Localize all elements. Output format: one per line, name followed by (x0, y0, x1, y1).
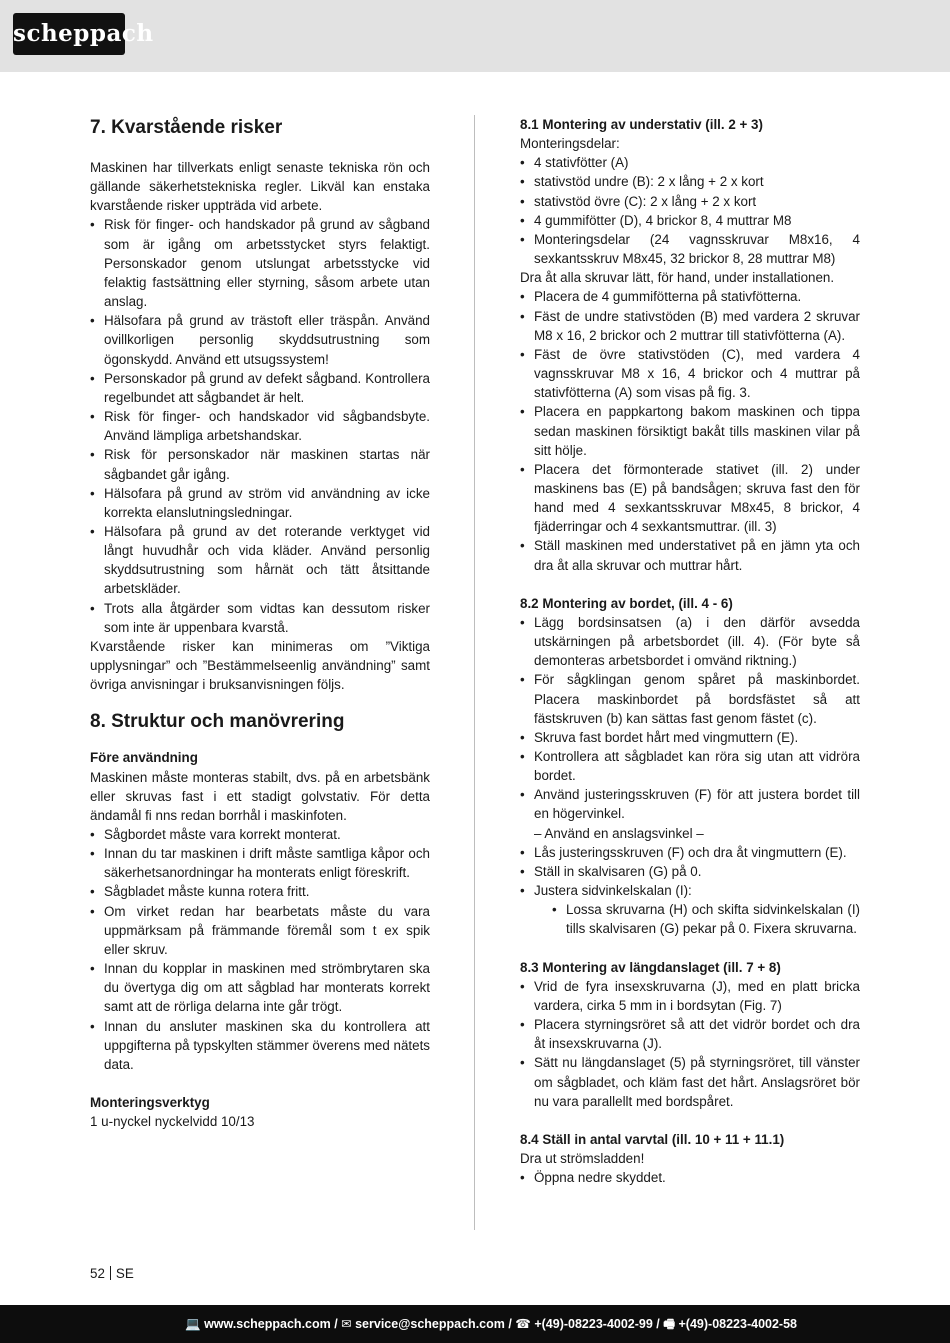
section-8-title: 8. Struktur och manövrering (90, 711, 345, 733)
list-item: • Lägg bordsinsatsen (a) i den därför avsedda utskärningen på arbetsbordet (ill. 4). (För byte så demonteras arbetsbordet i omvänd riktning.) (520, 613, 860, 670)
list-item: • För sågklingan genom spåret på maskinbordet. Placera maskinbordet på bordsfästet så att fästskruven (b) kan sättas fast genom fästet (c). (520, 670, 860, 727)
stand-steps-list (520, 287, 860, 574)
section-7-risk-list (90, 215, 430, 636)
right-column (520, 115, 860, 1187)
list-item: • Lossa skruvarna (H) och skifta sidvinkelskalan (I) tills skalvisaren (G) pekar på 0. Fixera skruvarna. (552, 900, 860, 938)
list-item: • Placera styrningsröret så att det vidrör bordet och dra åt insexskruvarna (J). (520, 1015, 860, 1053)
before-use-list (90, 825, 430, 1074)
list-item: • Personskador på grund av defekt sågband. Kontrollera regelbundet att sågbandet är helt. (90, 369, 430, 407)
list-item: • Risk för finger- och handskador vid sågbandsbyte. Använd lämpliga arbetshandskar. (90, 407, 430, 445)
scheppach-logo: scheppach (13, 13, 125, 55)
section-8-3-title: 8.3 Montering av längdanslaget (ill. 7 + 8) (520, 959, 781, 975)
list-item: • Trots alla åtgärder som vidtas kan dessutom risker som inte är uppenbara kvarstå. (90, 599, 430, 637)
list-item: • Öppna nedre skyddet. (520, 1168, 860, 1187)
tools-heading: Monteringsverktyg (90, 1095, 210, 1111)
list-item: • Sågbordet måste vara korrekt monterat. (90, 825, 430, 844)
list-item: • Innan du ansluter maskinen ska du kontrollera att uppgifterna på typskylten stämmer överens med nätets data. (90, 1017, 430, 1074)
tighten-note: Dra åt alla skruvar lätt, för hand, under installationen. (520, 270, 835, 286)
list-item: • 4 gummifötter (D), 4 brickor 8, 4 muttrar M8 (520, 211, 860, 230)
list-item: • Fäst de övre stativstöden (C), med vardera 4 vagnsskruvar M8 x 16, 4 brickor och 4 muttrar på stativfötterna (A) som visas på fig. 3. (520, 345, 860, 402)
list-item: • Hälsofara på grund av trästoft eller träspån. Använd ovillkorligen personlig skyddsutrustning som ögonskydd. Använd ett utsugssystem! (90, 311, 430, 368)
list-item: • Justera sidvinkelskalan (I): (520, 881, 860, 900)
section-8-1-title: 8.1 Montering av understativ (ill. 2 + 3) (520, 117, 763, 132)
list-item: • Skruva fast bordet hårt med vingmuttern (E). (520, 728, 860, 747)
section-8-intro: Maskinen måste monteras stabilt, dvs. på en arbetsbänk eller skruvas fast i ett stadigt golvstativ. För detta ändamål fi nns redan borrhål i maskinfoten. (90, 769, 430, 823)
left-column (90, 115, 430, 1131)
list-item: • Innan du tar maskinen i drift måste samtliga kåpor och säkerhetsanordningar ha monterats enligt föreskrift. (90, 844, 430, 882)
column-divider (474, 115, 475, 1230)
sub-list (520, 900, 860, 938)
list-item: • Risk för finger- och handskador på grund av sågband som är igång om arbetsstycket styrs felaktigt. Personskador genom utslungat arbetsstycke vid felaktig fastsättning eller styrning, såsom arbete utan anslag. (90, 215, 430, 311)
list-item: • stativstöd övre (C): 2 x lång + 2 x kort (520, 192, 860, 211)
list-item: • 4 stativfötter (A) (520, 153, 860, 172)
parts-list (520, 153, 860, 268)
page-header (0, 0, 950, 72)
list-item: • Lås justeringsskruven (F) och dra åt vingmuttern (E). (520, 843, 860, 862)
list-item: • Risk för personskador när maskinen startas när sågbandet går igång. (90, 445, 430, 483)
list-item: • Kontrollera att sågbladet kan röra sig utan att vidröra bordet. (520, 747, 860, 785)
footer-contact: 💻 www.scheppach.com / ✉ service@scheppach.com / ☎ +(49)-08223-4002-99 / 🖷 +(49)-08223-4002-58 (185, 1317, 797, 1331)
list-item: • stativstöd undre (B): 2 x lång + 2 x kort (520, 172, 860, 191)
list-item: • Sätt nu längdanslaget (5) på styrningsröret, till vänster om sågbladet, och kläm fast det hårt. Anslagsröret bör nu vara parallellt med bordspåret. (520, 1053, 860, 1110)
list-item: • Monteringsdelar (24 vagnsskruvar M8x16, 4 sexkantsskruv M8x45, 32 brickor 8, 28 muttrar M8) (520, 230, 860, 268)
list-item: • Ställ maskinen med understativet på en jämn yta och dra åt alla skruvar och muttrar hårt. (520, 536, 860, 574)
fence-steps-list (520, 977, 860, 1111)
section-7-outro: Kvarstående risker kan minimeras om ”Viktiga upplysningar” och ”Bestämmelseenlig användning” samt övriga anvisningar i bruksanvisningen följs. (90, 638, 430, 693)
list-item: • Placera det förmonterade stativet (ill. 2) under maskinens bas (E) på bandsågen; skruva fast den för hand med 4 sexkantsskruvar M8x45, 8 brickor, 4 fjäderringar och 4 sexkantsmuttrar. (ill. 3) (520, 460, 860, 537)
list-item: • Använd justeringsskruven (F) för att justera bordet till en högervinkel. (520, 785, 860, 823)
page-number-value: 52 (90, 1266, 105, 1281)
list-item: • Innan du kopplar in maskinen med strömbrytaren ska du övertyga dig om att sågblad har monterats korrekt samt att de rörliga delarna inte går trögt. (90, 959, 430, 1016)
list-item: • Vrid de fyra insexskruvarna (J), med en platt bricka vardera, cirka 5 mm in i bordsytan (Fig. 7) (520, 977, 860, 1015)
unplug-note: Dra ut strömsladden! (520, 1150, 645, 1166)
before-use-heading: Före användning (90, 750, 198, 766)
list-item: • Sågbladet måste kunna rotera fritt. (90, 882, 430, 901)
page-number (90, 1264, 134, 1283)
list-item: • Om virket redan har bearbetats måste du vara uppmärksam på främmande föremål som t ex spik eller skruv. (90, 902, 430, 959)
speed-steps-list (520, 1168, 860, 1187)
language-code: SE (115, 1266, 134, 1281)
page-number-separator (110, 1266, 111, 1280)
page-footer (0, 1305, 950, 1343)
list-item: • Hälsofara på grund av ström vid användning av icke korrekta elanslutningsledningar. (90, 484, 430, 522)
table-steps-list (520, 613, 860, 900)
list-item: • Placera de 4 gummifötterna på stativfötterna. (520, 287, 860, 306)
list-item: • Hälsofara på grund av det roterande verktyget vid långt huvudhår och vida kläder. Använd personlig skyddsutrustning som hårnät och tätt åtsittande arbetskläder. (90, 522, 430, 599)
section-8-4-title: 8.4 Ställ in antal varvtal (ill. 10 + 11 + 11.1) (520, 1131, 785, 1147)
list-item: • Ställ in skalvisaren (G) på 0. (520, 862, 860, 881)
tools-text: 1 u-nyckel nyckelvidd 10/13 (90, 1114, 255, 1130)
section-7-title: 7. Kvarstående risker (90, 117, 283, 138)
list-item: • Placera en pappkartong bakom maskinen och tippa sedan maskinen försiktigt bakåt tills maskinen vilar på sitt hölje. (520, 402, 860, 459)
list-item: • Fäst de undre stativstöden (B) med vardera 2 skruvar M8 x 16, 2 brickor och 2 muttrar till stativfötterna (A). (520, 307, 860, 345)
section-7-intro: Maskinen har tillverkats enligt senaste tekniska rön och gällande säkerhetstekniska regler. Likväl kan enstaka kvarstående risker uppträda vid arbete. (90, 160, 430, 214)
section-8-2-title: 8.2 Montering av bordet, (ill. 4 - 6) (520, 595, 733, 611)
list-item-note: – Använd en anslagsvinkel – (534, 825, 704, 841)
parts-label: Monteringsdelar: (520, 136, 620, 152)
